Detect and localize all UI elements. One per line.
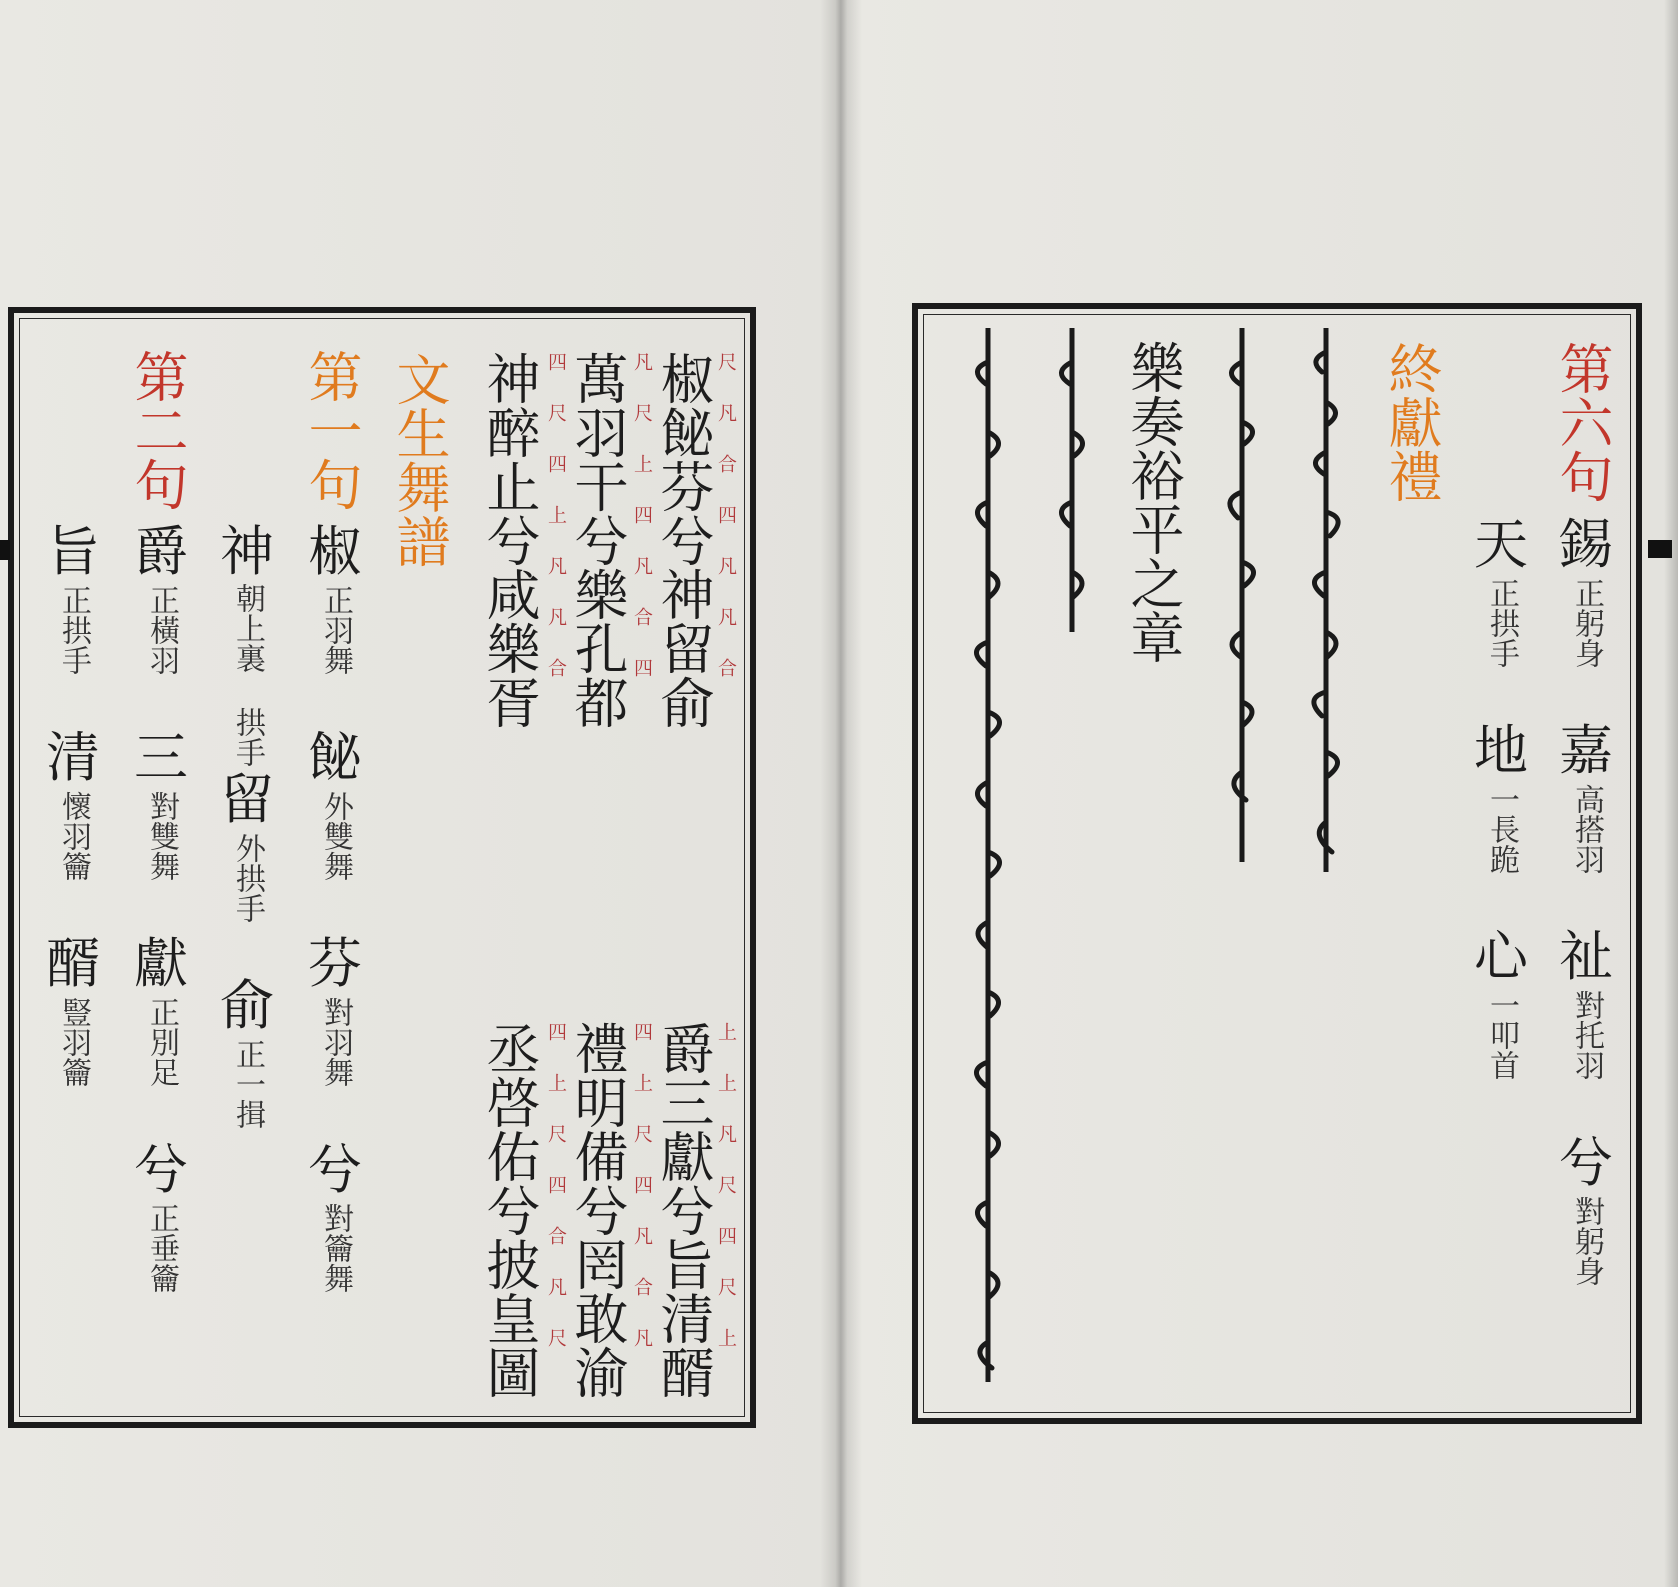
- line2-char-4: 兮: [134, 1138, 188, 1201]
- line1-move-3: 對羽舞: [318, 997, 353, 1087]
- verse-column-1: 椒飶芬兮神留俞: [652, 351, 715, 729]
- fold-tab-left: [0, 540, 10, 560]
- fold-tab-right: [1648, 540, 1672, 558]
- line2-move-4: 正垂籥: [144, 1203, 179, 1293]
- line1-char-2: 飶: [308, 726, 362, 789]
- line6-text: [1551, 513, 1621, 1342]
- line2-sub-char-3: 醑: [46, 932, 100, 995]
- final-offering-heading: 終獻禮: [1380, 341, 1443, 503]
- line6-sub-char-2: 地: [1474, 719, 1528, 782]
- line2-sub-move-3: 豎羽籥: [56, 997, 91, 1087]
- verse-column-2: 萬羽干兮樂孔都: [566, 351, 629, 729]
- line6-char-4: 兮: [1559, 1131, 1613, 1194]
- line6-label: 第六句: [1551, 341, 1614, 503]
- line6-move-3: 對托羽: [1569, 990, 1604, 1080]
- dance-score-heading: 文生舞譜: [388, 352, 451, 568]
- line6-move-1: 正躬身: [1569, 578, 1604, 668]
- line6-sub-text: [1466, 513, 1536, 1136]
- notation-column-4: 上上凡尺四尺上: [715, 1021, 737, 1379]
- line6-sub-move-1: 正拱手: [1484, 578, 1519, 668]
- line2-move-3: 正別足: [144, 997, 179, 1087]
- notation-column-6: 四上尺四合凡尺: [545, 1021, 567, 1379]
- line1-sub-char-2: 留: [220, 768, 274, 831]
- book-gutter: [820, 0, 862, 1587]
- line2-sub-char-2: 清: [46, 726, 100, 789]
- notation-column-1: 尺凡合四凡凡合: [715, 351, 737, 709]
- line1-sub-move-3: 外拱手: [230, 833, 265, 923]
- notation-column-5: 四上尺四凡合凡: [631, 1021, 653, 1379]
- line2-sub-text: [38, 520, 108, 1143]
- line2-sub-char-1: 旨: [46, 520, 100, 583]
- line1-sub-char-1: 神: [220, 520, 274, 583]
- line6-char-2: 嘉: [1559, 719, 1613, 782]
- line6-move-2: 高搭羽: [1569, 784, 1604, 874]
- line2-sub-move-1: 正拱手: [56, 585, 91, 675]
- line1-char-4: 兮: [308, 1138, 362, 1201]
- page-edge: [1664, 0, 1678, 1587]
- manchu-script-column-3: [1042, 322, 1102, 642]
- line6-sub-move-3: 一叩首: [1484, 990, 1519, 1080]
- line2-label: 第二句: [126, 349, 189, 511]
- line1-sub-move-1: 朝上裏: [230, 583, 265, 673]
- verse-column-4: 爵三獻兮旨清醑: [652, 1021, 715, 1399]
- verse-column-5: 禮明備兮罔敢渝: [566, 1021, 629, 1399]
- manchu-script-column-1: [1296, 322, 1356, 882]
- notation-column-3: 四尺四上凡凡合: [545, 351, 567, 709]
- line2-text: [126, 520, 196, 1349]
- line6-char-1: 錫: [1559, 513, 1613, 576]
- line2-char-1: 爵: [134, 520, 188, 583]
- line2-char-3: 獻: [134, 932, 188, 995]
- line6-sub-move-2: 一長跪: [1484, 784, 1519, 874]
- line6-sub-char-1: 天: [1474, 513, 1528, 576]
- line1-sub-move-2: 拱手: [230, 707, 265, 767]
- line2-char-2: 三: [134, 726, 188, 789]
- line1-char-1: 椒: [308, 520, 362, 583]
- line1-text: [300, 520, 370, 1349]
- manchu-script-column-4: [958, 322, 1018, 1402]
- music-title: 樂奏裕平之章: [1122, 340, 1185, 664]
- line6-char-3: 祉: [1559, 925, 1613, 988]
- line1-move-2: 外雙舞: [318, 791, 353, 881]
- line6-move-4: 對躬身: [1569, 1196, 1604, 1286]
- line2-sub-move-2: 懷羽籥: [56, 791, 91, 881]
- line2-move-1: 正橫羽: [144, 585, 179, 675]
- line1-char-3: 芬: [308, 932, 362, 995]
- line1-sub-move-4: 正一揖: [230, 1039, 265, 1129]
- verse-column-3: 神醉止兮咸樂胥: [478, 351, 541, 729]
- manchu-script-column-2: [1212, 322, 1272, 882]
- line1-sub-text: [212, 520, 282, 1185]
- notation-column-2: 凡尺上四凡合四: [631, 351, 653, 709]
- line1-move-1: 正羽舞: [318, 585, 353, 675]
- line1-sub-char-3: 俞: [220, 974, 274, 1037]
- verse-column-6: 丞啓佑兮披皇圖: [478, 1021, 541, 1399]
- line1-label: 第一句: [300, 349, 363, 511]
- line1-move-4: 對籥舞: [318, 1203, 353, 1293]
- line6-sub-char-3: 心: [1474, 925, 1528, 988]
- line2-move-2: 對雙舞: [144, 791, 179, 881]
